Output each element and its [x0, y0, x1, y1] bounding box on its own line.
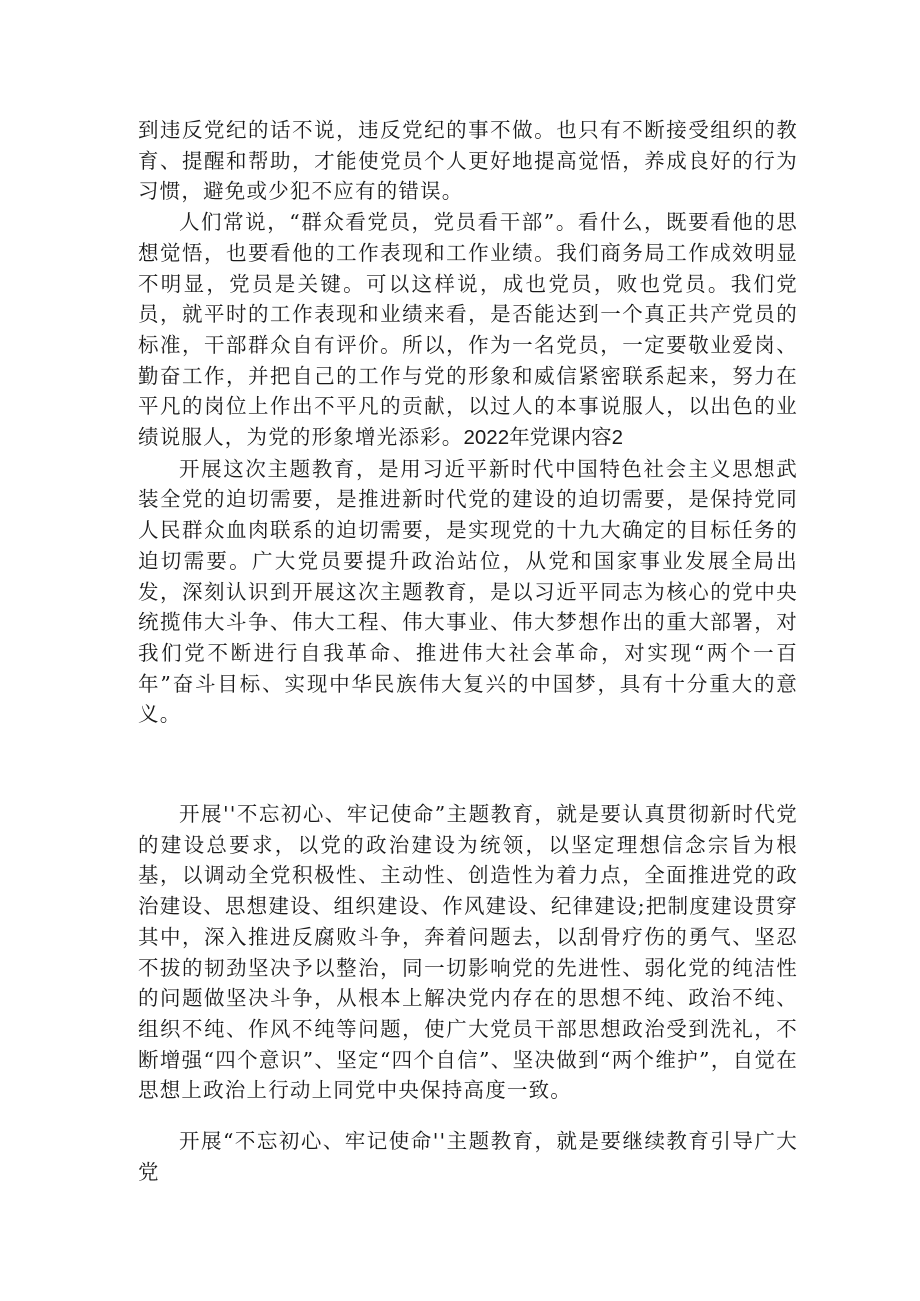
paragraph-theme-education-significance: 开展这次主题教育，是用习近平新时代中国特色社会主义思想武装全党的迫切需要，是推进新时代党的建设的迫切需要，是保持党同人民群众血肉联系的迫切需要，是实现党的十九大确定的目标任务的迫切需要。广大党员要提升政治站位，从党和国家事业发展全局出发，深刻认识到开展这次主题教育，是以习近平同志为核心的党中央统揽伟大斗争、伟大工程、伟大事业、伟大梦想作出的重大部署，对我们党不断进行自我革命、推进伟大社会革命，对实现“两个一百年”奋斗目标、实现中华民族伟大复兴的中国梦，具有十分重大的意义。 [138, 456, 798, 727]
paragraph-party-member-evaluation [138, 207, 798, 454]
text-section-3 [138, 1126, 798, 1187]
paragraph-theme-education-guidance: 开展“不忘初心、牢记使命''主题教育，就是要继续教育引导广大党 [138, 1129, 798, 1184]
paragraph-theme-education-requirements: 开展''不忘初心、牢记使命”主题教育，就是要认真贯彻新时代党的建设总要求，以党的政治建设为统领，以坚定理想信念宗旨为根基，以调动全党积极性、主动性、创造性为着力点，全面推进党的政治建设、思想建设、组织建设、作风建设、纪律建设;把制度建设贯穿其中，深入推进反腐败斗争，奔着问题去，以刮骨疗伤的勇气、坚忍不拔的韧劲坚决予以整治，同一切影响党的先进性、弱化党的纯洁性的问题做坚决斗争，从根本上解决党内存在的思想不纯、政治不纯、组织不纯、作风不纯等问题，使广大党员干部思想政治受到洗礼，不断增强“四个意识”、坚定“四个自信”、坚决做到“两个维护”，自觉在思想上政治上行动上同党中央保持高度一致。 [138, 802, 798, 1103]
text-section-1 [138, 115, 798, 730]
section-heading-inline: 2022年党课内容2 [463, 426, 624, 450]
paragraph-continuation: 到违反党纪的话不说，违反党纪的事不做。也只有不断接受组织的教育、提醒和帮助，才能使党员个人更好地提高觉悟，养成良好的行为习惯，避免或少犯不应有的错误。 [138, 118, 798, 204]
paragraph-body: 人们常说，“群众看党员，党员看干部”。看什么，既要看他的思想觉悟，也要看他的工作表现和工作业绩。我们商务局工作成效明显不明显，党员是关键。可以这样说，成也党员，败也党员。我们党员，就平时的工作表现和业绩来看，是否能达到一个真正共产党员的标准，干部群众自有评价。所以，作为一名党员，一定要敬业爱岗、勤奋工作，并把自己的工作与党的形象和威信紧密联系起来，努力在平凡的岗位上作出不平凡的贡献，以过人的本事说服人，以出色的业绩说服人，为党的形象增光添彩。 [138, 210, 798, 450]
text-section-2 [138, 799, 798, 1106]
